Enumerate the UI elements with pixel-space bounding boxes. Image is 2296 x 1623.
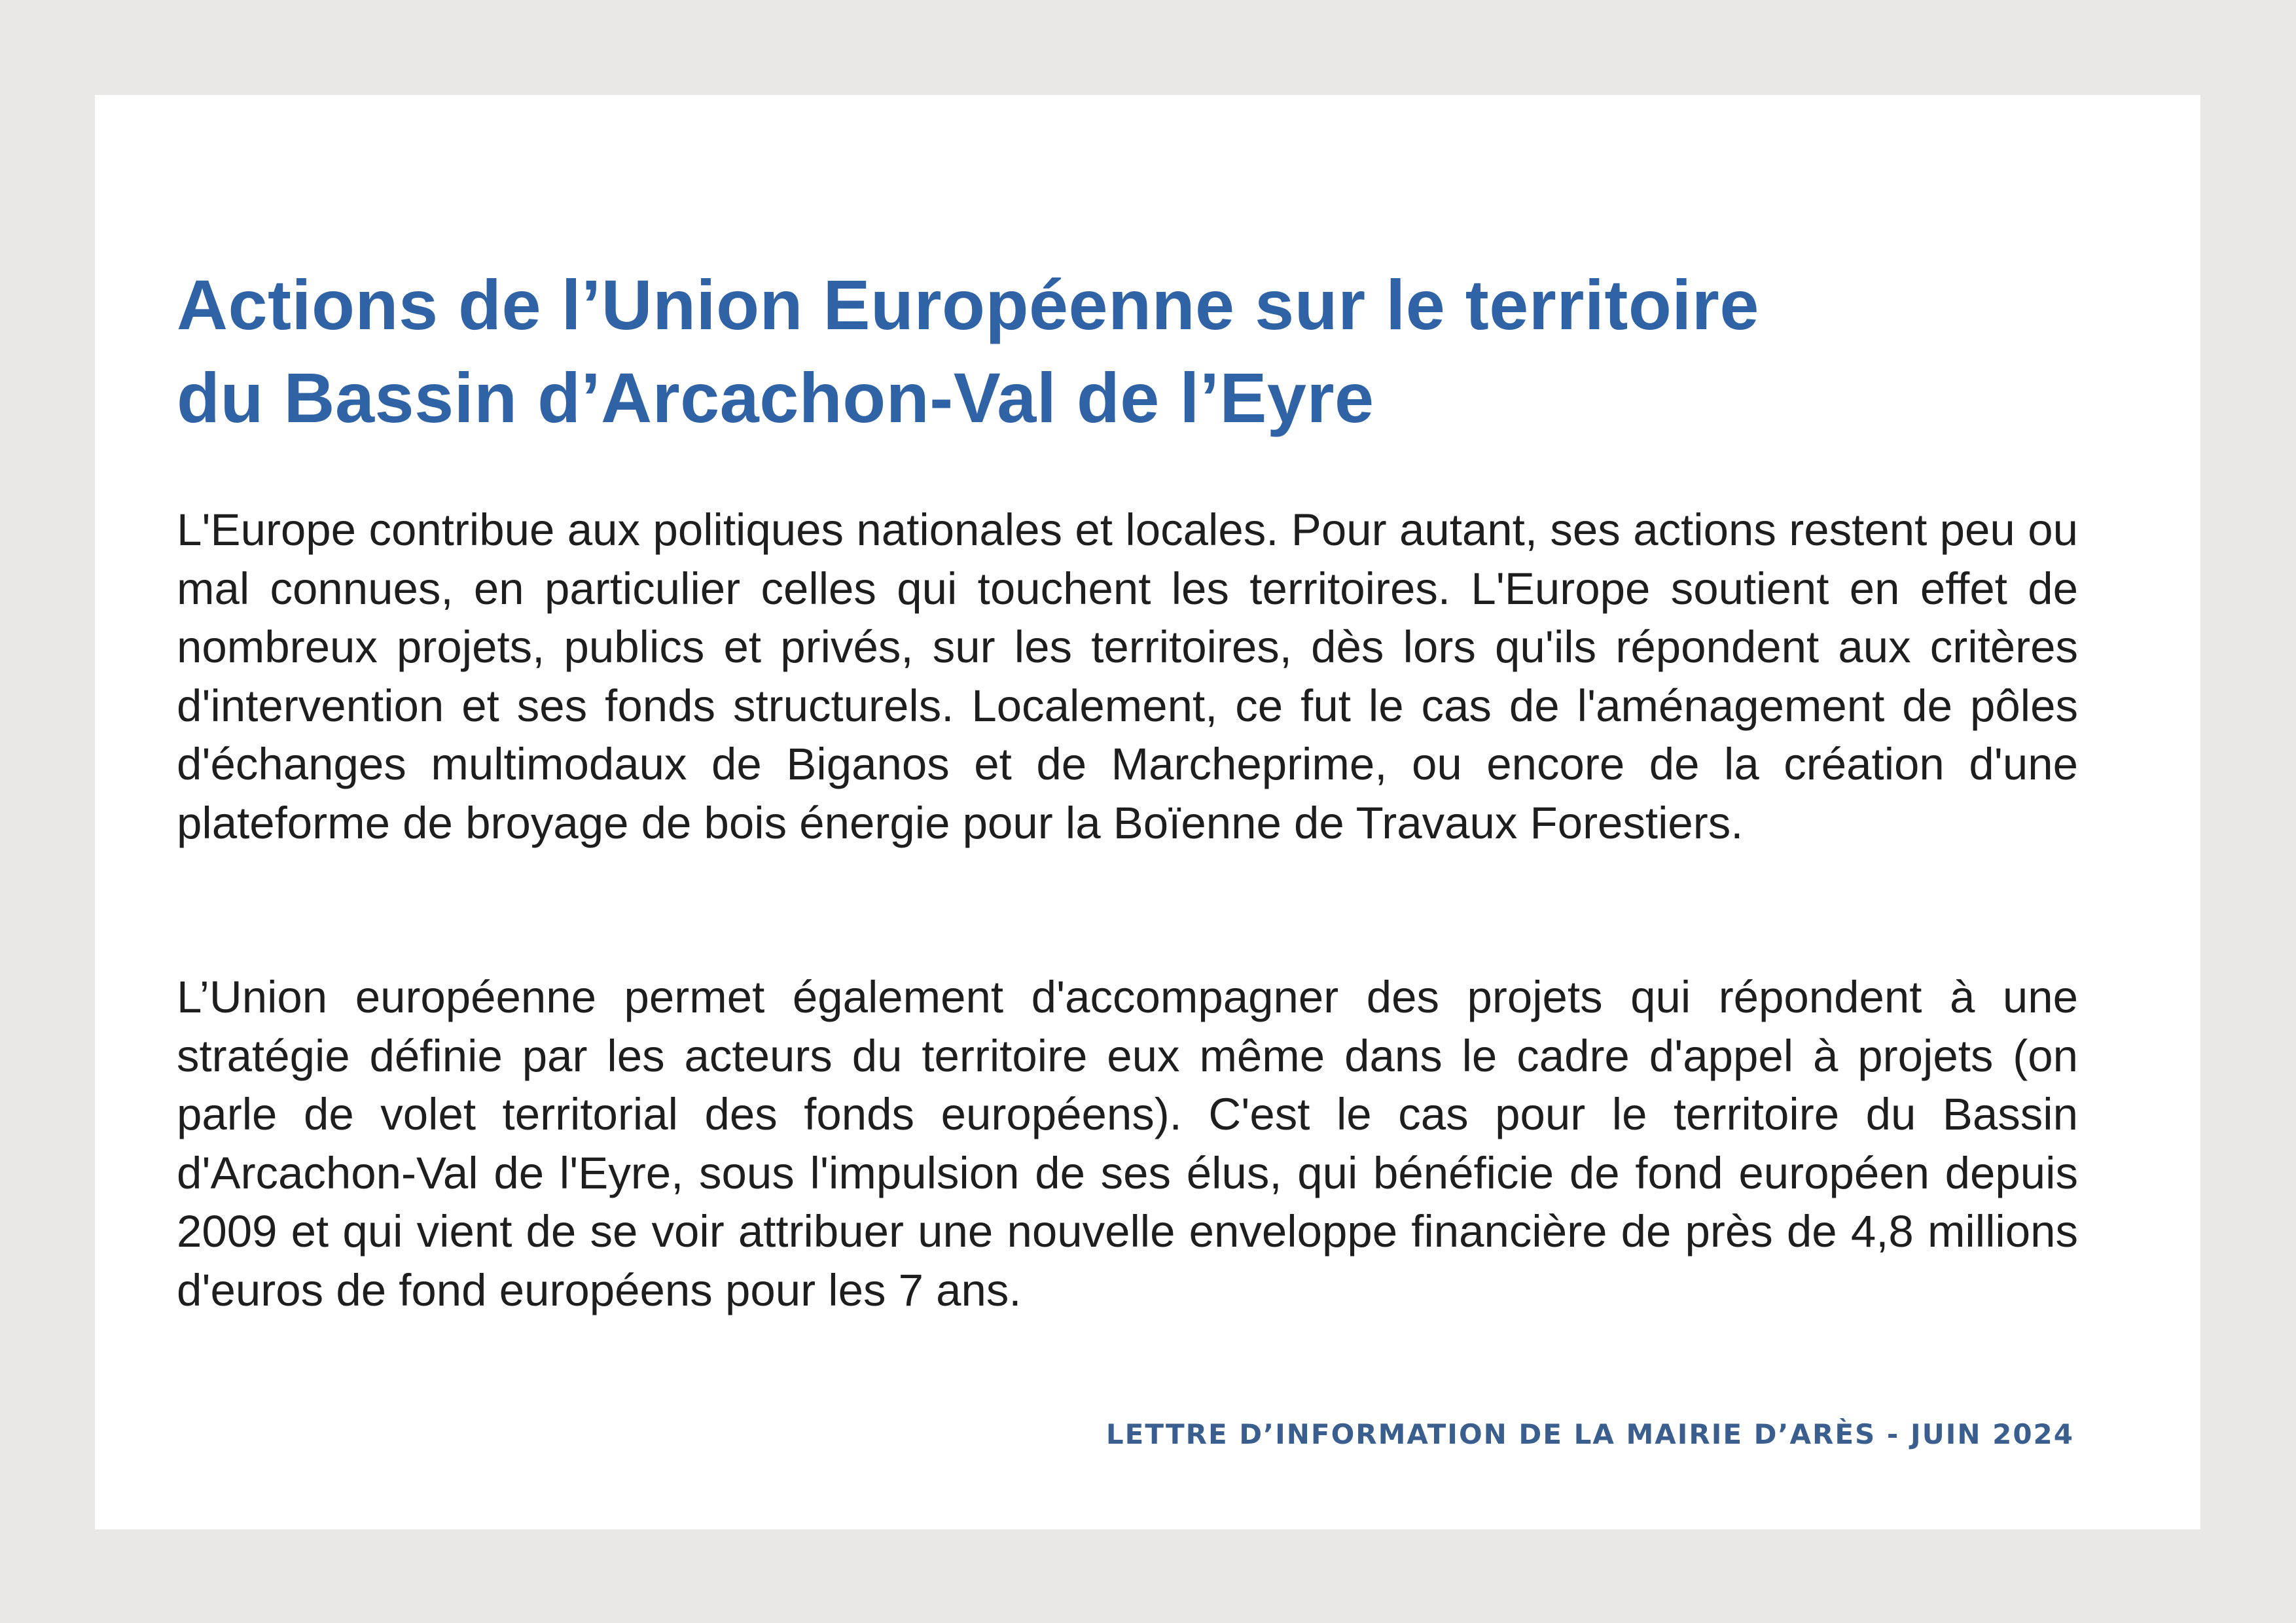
paragraph-intro: L'Europe contribue aux politiques nationales et locales. Pour autant, ses actions restent peu ou mal connues, en particulier celles qui touchent les territoires. L'Europe soutient en effet de nombreux projets, publics et privés, sur les territoires, dès lors qu'ils répondent aux critères d'intervention et ses fonds structurels. Localement, ce fut le cas de l'aménagement de pôles d'échanges multimodaux de Biganos et de Marcheprime, ou encore de la création d'une plateforme de broyage de bois énergie pour la Boïenne de Travaux Forestiers. [177,505,2078,848]
page-title [177,259,2108,444]
title-line-2: du Bassin d’Arcachon-Val de l’Eyre [177,358,1374,437]
paragraph-territorial: L’Union européenne permet également d'accompagner des projets qui répondent à une stratégie définie par les acteurs du territoire eux même dans le cadre d'appel à projets (on parle de volet territorial des fonds européens). C'est le cas pour le territoire du Bassin d'Arcachon-Val de l'Eyre, sous l'impulsion de ses élus, qui bénéficie de fond européen depuis 2009 et qui vient de se voir attribuer une nouvelle enveloppe financière de près de 4,8 millions d'euros de fond européens pour les 7 ans. [177,972,2078,1315]
newsletter-footer: LETTRE D’INFORMATION DE LA MAIRIE D’ARÈS - JUIN 2024 [1105,1418,2074,1450]
title-line-1: Actions de l’Union Européenne sur le territoire [177,265,1759,344]
document-page [95,95,2200,1529]
